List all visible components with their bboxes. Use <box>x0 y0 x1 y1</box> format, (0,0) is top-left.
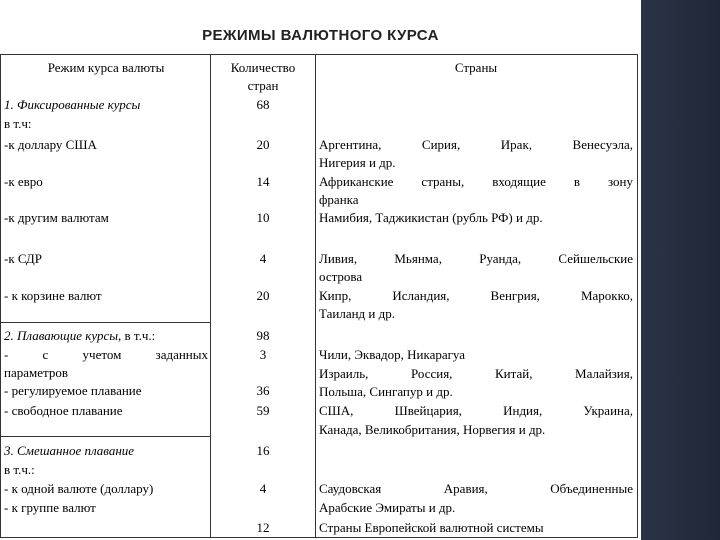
row-euro-count: 14 <box>256 174 270 189</box>
group3-title: 3. Смешанное плавание <box>4 443 135 458</box>
group3-subtitle: в т.ч.: <box>4 462 35 477</box>
row-basket-label: - к корзине валют <box>4 288 102 303</box>
row-managed-label: - регулируемое плавание <box>4 383 142 398</box>
row-group-label: - к группе валют <box>4 500 96 515</box>
row-group-countries-line1: Страны Европейской валютной системы <box>319 520 544 535</box>
row-other-countries-line1: Намибия, Таджикистан (рубль РФ) и др. <box>319 210 543 225</box>
row-single-count: 4 <box>259 481 267 496</box>
group2-title <box>4 328 208 344</box>
header-countries: Страны <box>454 60 498 75</box>
group1-subtitle: в т.ч: <box>4 116 32 131</box>
row-free-countries-line1: США, Швейцария, Индия, Украина, <box>319 403 633 418</box>
table-divider-group3 <box>0 436 210 437</box>
table-right-border <box>637 54 638 538</box>
group2-title-italic: 2. Плавающие курсы, <box>4 328 122 343</box>
row-single-label: - к одной валюте (доллару) <box>4 481 154 496</box>
row-single-countries-line2: Арабские Эмираты и др. <box>319 500 456 515</box>
group1-count: 68 <box>256 97 270 112</box>
group2-title-rest: в т.ч.: <box>121 328 156 343</box>
row-single-countries-line1: Саудовская Аравия, Объединенные <box>319 481 633 496</box>
row-basket-count: 20 <box>256 288 270 303</box>
table-col2-divider <box>315 54 316 538</box>
row-free-label: - свободное плавание <box>4 403 123 418</box>
row-free-count: 59 <box>256 403 270 418</box>
row-params-count: 3 <box>259 347 267 362</box>
row-params-label-line2: параметров <box>4 365 68 380</box>
row-euro-countries-line2: франка <box>319 192 359 207</box>
row-group-count: 12 <box>256 520 270 535</box>
row-basket-countries-line1: Кипр, Исландия, Венгрия, Марокко, <box>319 288 633 303</box>
header-regime: Режим курса валюты <box>47 60 165 75</box>
row-free-countries-line2: Канада, Великобритания, Норвегия и др. <box>319 422 546 437</box>
group1-title: 1. Фиксированные курсы <box>4 97 141 112</box>
group2-count: 98 <box>256 328 270 343</box>
page-title: РЕЖИМЫ ВАЛЮТНОГО КУРСА <box>202 27 439 44</box>
row-sdr-countries-line2: острова <box>319 269 363 284</box>
row-sdr-count: 4 <box>259 251 267 266</box>
header-count-line2: стран <box>247 78 279 93</box>
row-euro-label: -к евро <box>4 174 43 189</box>
row-managed-count: 36 <box>256 383 270 398</box>
row-usd-countries-line1: Аргентина, Сирия, Ирак, Венесуэла, <box>319 137 633 152</box>
table-col1-divider <box>210 54 211 538</box>
table-left-border <box>0 54 1 538</box>
header-count-line1: Количество <box>230 60 296 75</box>
table-divider-group2 <box>0 322 210 323</box>
group3-count: 16 <box>256 443 270 458</box>
row-other-label: -к другим валютам <box>4 210 109 225</box>
decorative-side-band <box>641 0 720 540</box>
row-managed-countries-line1: Израиль, Россия, Китай, Малайзия, <box>319 366 633 381</box>
table-bottom-border <box>0 537 638 538</box>
row-params-label-line1: - с учетом заданных <box>4 347 208 362</box>
row-sdr-countries-line1: Ливия, Мьянма, Руанда, Сейшельские <box>319 251 633 266</box>
row-usd-countries-line2: Нигерия и др. <box>319 155 396 170</box>
row-managed-countries-line2: Польша, Сингапур и др. <box>319 384 453 399</box>
row-usd-label: -к доллару США <box>4 137 97 152</box>
row-usd-count: 20 <box>256 137 270 152</box>
row-sdr-label: -к СДР <box>4 251 43 266</box>
row-other-count: 10 <box>256 210 270 225</box>
table-top-border <box>0 54 638 55</box>
row-basket-countries-line2: Таиланд и др. <box>319 306 395 321</box>
row-params-countries: Чили, Эквадор, Никарагуа <box>319 347 466 362</box>
row-euro-countries-line1: Африканские страны, входящие в зону <box>319 174 633 189</box>
